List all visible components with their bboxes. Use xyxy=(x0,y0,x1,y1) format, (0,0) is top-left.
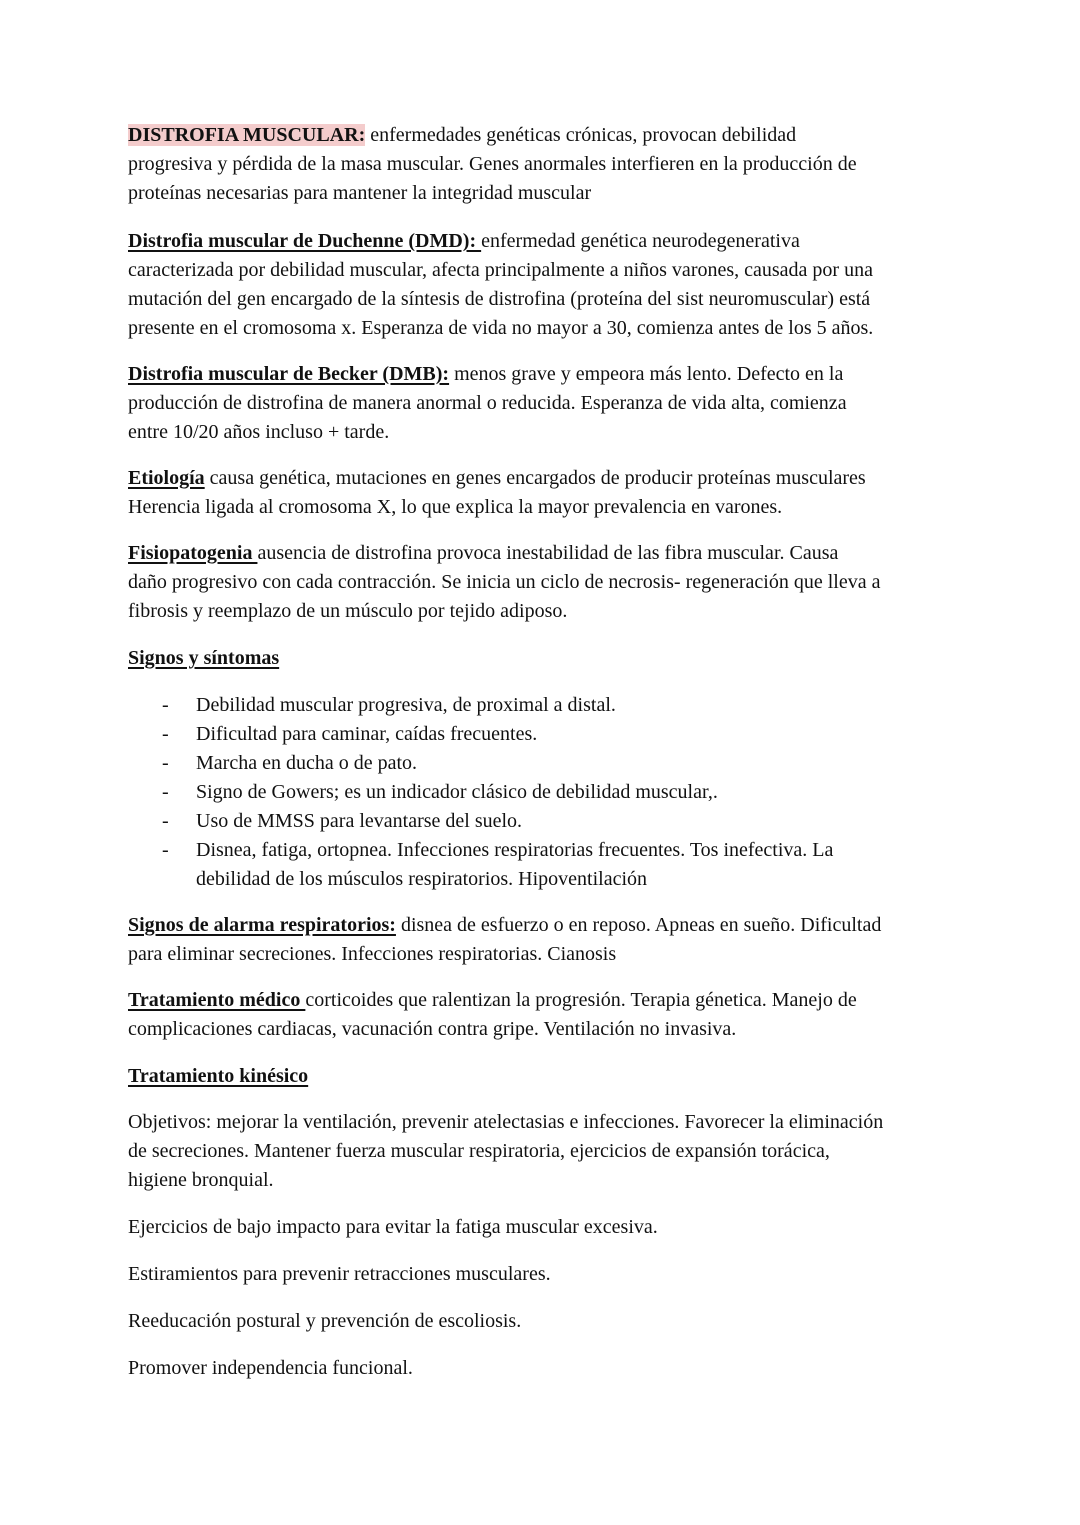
medico-paragraph xyxy=(128,986,857,1044)
dmd-paragraph xyxy=(128,227,873,343)
paragraph: Estiramientos para prevenir retracciones musculares. xyxy=(128,1263,551,1285)
paragraph: Reeducación postural y prevención de escoliosis. xyxy=(128,1310,522,1332)
text: de secreciones. Mantener fuerza muscular respiratoria, ejercicios de expansión torácica, xyxy=(128,1140,830,1162)
text: mutación del gen encargado de la síntesis de distrofina (proteína del sist neuromuscular) está xyxy=(128,288,871,310)
text: progresiva y pérdida de la masa muscular. Genes anormales interfieren en la producción de xyxy=(128,153,857,175)
text: enfermedad genética neurodegenerativa xyxy=(481,230,800,252)
text: complicaciones cardiacas, vacunación contra gripe. Ventilación no invasiva. xyxy=(128,1018,737,1040)
kinesico-heading-block xyxy=(128,1062,308,1091)
bullet: - xyxy=(162,781,169,803)
medico-heading: Tratamiento médico xyxy=(128,989,306,1011)
text: proteínas necesarias para mantener la integridad muscular xyxy=(128,182,592,204)
text: Marcha en ducha o de pato. xyxy=(196,752,418,774)
text: entre 10/20 años incluso + tarde. xyxy=(128,421,390,443)
text: caracterizada por debilidad muscular, afecta principalmente a niños varones, causada por una xyxy=(128,259,873,281)
text: Dificultad para caminar, caídas frecuentes. xyxy=(196,723,538,745)
objetivos-paragraph xyxy=(128,1108,883,1195)
text: daño progresivo con cada contracción. Se inicia un ciclo de necrosis- regeneración que lleva a xyxy=(128,571,881,593)
fisiopatogenia-paragraph xyxy=(128,539,880,626)
alarma-paragraph xyxy=(128,911,881,969)
text: presente en el cromosoma x. Esperanza de vida no mayor a 30, comienza antes de los 5 años. xyxy=(128,317,874,339)
text: causa genética, mutaciones en genes encargados de producir proteínas musculares xyxy=(204,467,866,489)
text: Objetivos: mejorar la ventilación, prevenir atelectasias e infecciones. Favorecer la eliminación xyxy=(128,1111,884,1133)
text: Debilidad muscular progresiva, de proximal a distal. xyxy=(196,694,616,716)
list-item xyxy=(128,749,833,778)
text: enfermedades genéticas crónicas, provocan debilidad xyxy=(365,124,797,146)
signos-list xyxy=(128,691,833,894)
list-item xyxy=(128,720,833,749)
text: Uso de MMSS para levantarse del suelo. xyxy=(196,810,523,832)
text: Disnea, fatiga, ortopnea. Infecciones respiratorias frecuentes. Tos inefectiva. La xyxy=(196,839,834,861)
text: para eliminar secreciones. Infecciones respiratorias. Cianosis xyxy=(128,943,617,965)
fisiopatogenia-heading: Fisiopatogenia xyxy=(128,542,258,564)
signos-heading-block xyxy=(128,644,279,673)
text: menos grave y empeora más lento. Defecto en la xyxy=(449,363,844,385)
list-item xyxy=(128,807,833,836)
intro-paragraph xyxy=(128,121,857,208)
alarma-heading: Signos de alarma respiratorios: xyxy=(128,914,396,936)
paragraph: Promover independencia funcional. xyxy=(128,1357,413,1379)
text: Herencia ligada al cromosoma X, lo que explica la mayor prevalencia en varones. xyxy=(128,496,783,518)
text: Signo de Gowers; es un indicador clásico de debilidad muscular,. xyxy=(196,781,718,803)
text: higiene bronquial. xyxy=(128,1169,274,1191)
list-item-continuation: debilidad de los músculos respiratorios. Hipoventilación xyxy=(196,868,648,890)
kinesico-heading: Tratamiento kinésico xyxy=(128,1065,309,1087)
etiologia-heading: Etiología xyxy=(128,467,205,489)
dmb-heading: Distrofia muscular de Becker (DMB): xyxy=(128,363,450,385)
text: ausencia de distrofina provoca inestabilidad de las fibra muscular. Causa xyxy=(257,542,839,564)
dmb-paragraph xyxy=(128,360,847,447)
text: fibrosis y reemplazo de un músculo por tejido adiposo. xyxy=(128,600,568,622)
dmd-heading: Distrofia muscular de Duchenne (DMD): xyxy=(128,230,482,252)
title-heading: DISTROFIA MUSCULAR: xyxy=(128,124,366,146)
text: disnea de esfuerzo o en reposo. Apneas en sueño. Dificultad xyxy=(395,914,882,936)
bullet: - xyxy=(162,752,169,774)
bullet: - xyxy=(162,694,169,716)
bullet: - xyxy=(162,723,169,745)
bullet: - xyxy=(162,810,169,832)
paragraph: Ejercicios de bajo impacto para evitar la fatiga muscular excesiva. xyxy=(128,1216,658,1238)
list-item xyxy=(128,691,833,720)
bullet: - xyxy=(162,839,169,861)
list-item xyxy=(128,836,833,865)
list-item xyxy=(128,778,833,807)
etiologia-paragraph xyxy=(128,464,866,522)
text: producción de distrofina de manera anormal o reducida. Esperanza de vida alta, comienza xyxy=(128,392,847,414)
signos-heading: Signos y síntomas xyxy=(128,647,280,669)
text: corticoides que ralentizan la progresión. Terapia génetica. Manejo de xyxy=(305,989,857,1011)
